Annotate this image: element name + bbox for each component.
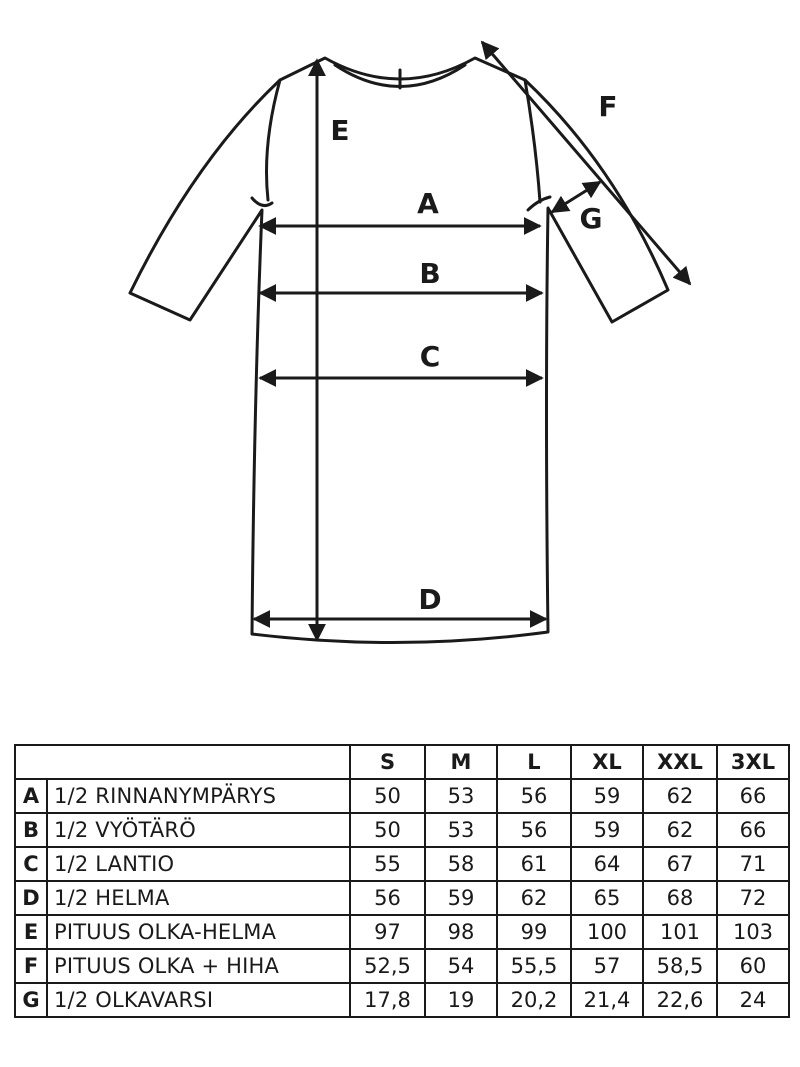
measurement-code: A <box>15 779 47 813</box>
header-size: XL <box>571 745 643 779</box>
measurement-arrows <box>254 42 690 640</box>
measurement-value: 59 <box>425 881 497 915</box>
measurement-value: 59 <box>571 813 643 847</box>
measurement-value: 100 <box>571 915 643 949</box>
measurement-value: 64 <box>571 847 643 881</box>
measurement-value: 58,5 <box>643 949 717 983</box>
measurement-value: 99 <box>497 915 571 949</box>
armhole-seam-right <box>525 80 540 202</box>
label-d: D <box>418 583 442 616</box>
measurement-value: 65 <box>571 881 643 915</box>
measurement-value: 71 <box>717 847 789 881</box>
measurement-name: PITUUS OLKA + HIHA <box>47 949 350 983</box>
measurement-code: E <box>15 915 47 949</box>
header-size: XXL <box>643 745 717 779</box>
header-size: 3XL <box>717 745 789 779</box>
measurement-value: 24 <box>717 983 789 1017</box>
measurement-value: 59 <box>571 779 643 813</box>
table-row <box>15 983 789 1017</box>
measurement-value: 66 <box>717 779 789 813</box>
header-size: S <box>350 745 425 779</box>
measurement-value: 58 <box>425 847 497 881</box>
measurement-name: 1/2 LANTIO <box>47 847 350 881</box>
table-row <box>15 949 789 983</box>
measurement-value: 22,6 <box>643 983 717 1017</box>
measurement-value: 56 <box>497 779 571 813</box>
measurement-value: 55,5 <box>497 949 571 983</box>
label-c: C <box>419 340 441 373</box>
measurement-value: 19 <box>425 983 497 1017</box>
measurement-value: 21,4 <box>571 983 643 1017</box>
measurement-code: G <box>15 983 47 1017</box>
measurement-code: B <box>15 813 47 847</box>
measurement-value: 98 <box>425 915 497 949</box>
measurement-code: C <box>15 847 47 881</box>
measurement-code: F <box>15 949 47 983</box>
measurement-value: 60 <box>717 949 789 983</box>
label-b: B <box>419 257 441 290</box>
measurement-value: 54 <box>425 949 497 983</box>
measurement-name: 1/2 RINNANYMPÄRYS <box>47 779 350 813</box>
measurement-value: 53 <box>425 813 497 847</box>
measurement-value: 20,2 <box>497 983 571 1017</box>
measurement-value: 56 <box>350 881 425 915</box>
measurement-value: 56 <box>497 813 571 847</box>
size-chart-table <box>14 744 790 1018</box>
measurement-value: 57 <box>571 949 643 983</box>
measurement-name: 1/2 HELMA <box>47 881 350 915</box>
measurement-value: 68 <box>643 881 717 915</box>
measurement-value: 62 <box>497 881 571 915</box>
arrow-f <box>482 42 690 284</box>
table-header-row <box>15 745 789 779</box>
label-g: G <box>579 202 603 235</box>
label-a: A <box>417 187 439 220</box>
label-f: F <box>598 90 618 123</box>
table-row <box>15 813 789 847</box>
measurement-value: 66 <box>717 813 789 847</box>
measurement-value: 97 <box>350 915 425 949</box>
label-e: E <box>330 114 350 147</box>
measurement-value: 103 <box>717 915 789 949</box>
table-row <box>15 779 789 813</box>
measurement-value: 67 <box>643 847 717 881</box>
measurement-name: PITUUS OLKA-HELMA <box>47 915 350 949</box>
header-empty <box>15 745 350 779</box>
armhole-seam-left <box>267 80 281 200</box>
table-row <box>15 881 789 915</box>
measurement-value: 53 <box>425 779 497 813</box>
table-row <box>15 915 789 949</box>
measurement-value: 55 <box>350 847 425 881</box>
measurement-value: 62 <box>643 813 717 847</box>
dress-outline <box>130 58 668 643</box>
table-row <box>15 847 789 881</box>
header-size: M <box>425 745 497 779</box>
dress-body-outline <box>130 58 668 643</box>
measurement-value: 61 <box>497 847 571 881</box>
measurement-name: 1/2 VYÖTÄRÖ <box>47 813 350 847</box>
measurement-value: 17,8 <box>350 983 425 1017</box>
measurement-name: 1/2 OLKAVARSI <box>47 983 350 1017</box>
measurement-value: 50 <box>350 813 425 847</box>
measurement-value: 62 <box>643 779 717 813</box>
measurement-value: 101 <box>643 915 717 949</box>
measurement-code: D <box>15 881 47 915</box>
measurement-value: 52,5 <box>350 949 425 983</box>
measurement-value: 72 <box>717 881 789 915</box>
header-size: L <box>497 745 571 779</box>
measurement-value: 50 <box>350 779 425 813</box>
